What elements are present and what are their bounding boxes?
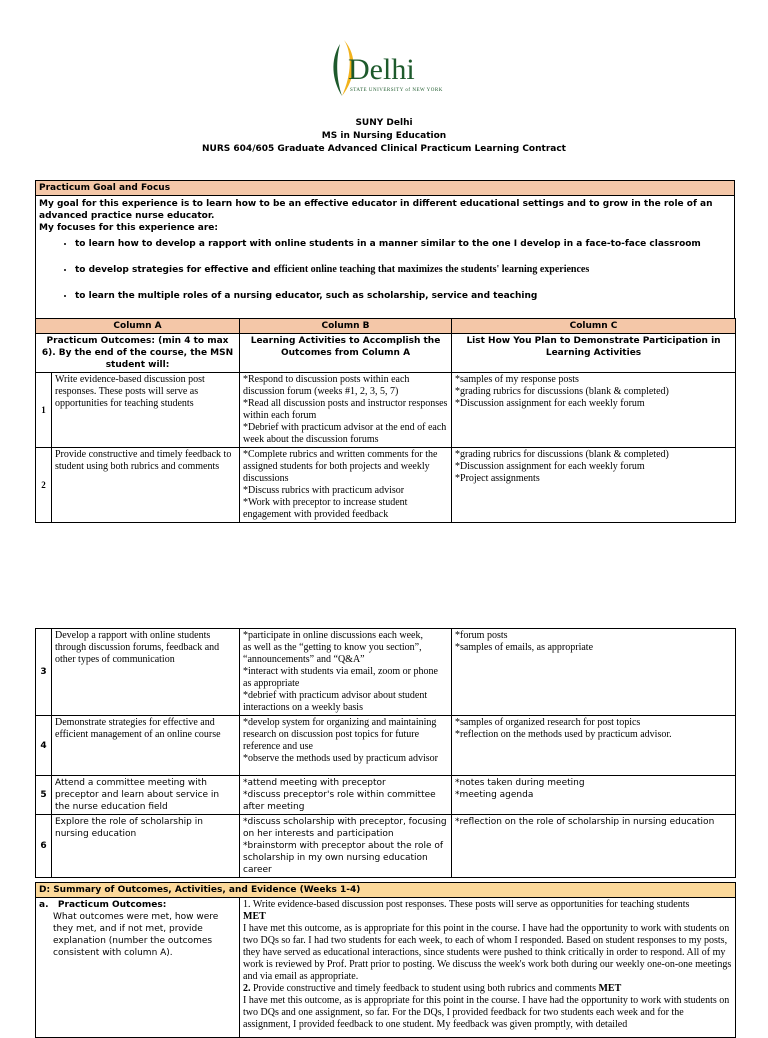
focus-item-2: • to develop strategies for effective and efficient online teaching that maximizes the students' learning experiences — [75, 264, 731, 276]
goal-body — [36, 196, 735, 324]
summary-label: a. Practicum Outcomes: What outcomes were met, how were they met, and if not met, provide explanation (number the outcomes consistent with column A). — [36, 898, 240, 1038]
column-c-desc: List How You Plan to Demonstrate Participation in Learning Activities — [452, 334, 736, 373]
table-row: 2 Provide constructive and timely feedback to student using both rubrics and comments *Complete rubrics and written comments for the assigned students for both projects and weekly discussions *Discuss rubrics with practicum advisor *Work with preceptor to increase student engagement with provided feedback *grading rubrics for discussions (blank & completed) *Discussion assignment for each weekly forum *Project assignments — [36, 448, 736, 523]
column-a-heading: Column A — [36, 319, 240, 334]
document-header — [0, 117, 768, 156]
focus-item-1: • to learn how to develop a rapport with online students in a manner similar to the one I develop in a face-to-face classroom — [75, 238, 731, 250]
table-row: 3 Develop a rapport with online students through discussion forums, feedback and other types of communication *participate in online discussions each week, as well as the “getting to know you section”, “announcements” and “Q&A” *interact with students via email, zoom or phone as appropriate *debrief with practicum advisor about student interactions on a weekly basis *forum posts *samples of emails, as appropriate — [36, 629, 736, 716]
goal-heading: Practicum Goal and Focus — [36, 181, 735, 196]
summary-table — [35, 882, 736, 1038]
table-row: 4 Demonstrate strategies for effective and efficient management of an online course *develop system for organizing and maintaining research on discussion post topics for future reference and use *observe the methods used by practicum advisor *samples of organized research for post topics *reflection on the methods used by practicum advisor. — [36, 716, 736, 776]
column-b-heading: Column B — [240, 319, 452, 334]
table-row: 1 Write evidence-based discussion post responses. These posts will serve as opportunities for teaching students *Respond to discussion posts within each discussion forum (weeks #1, 2, 3, 5, 7) *Read all discussion posts and instructor responses within each forum *Debrief with practicum advisor at the end of each week about the discussion forums *samples of my response posts *grading rubrics for discussions (blank & completed) *Discussion assignment for each weekly forum — [36, 373, 736, 448]
header-line-2: MS in Nursing Education — [321, 131, 447, 141]
goal-text: My goal for this experience is to learn how to be an effective educator in different educational settings and to grow in the role of an advanced practice nurse educator. — [39, 199, 713, 221]
focus-item-3: • to learn the multiple roles of a nursing educator, such as scholarship, service and teaching — [75, 290, 731, 302]
summary-content: 1. Write evidence-based discussion post responses. These posts will serve as opportunities for teaching students MET I have met this outcome, as is appropriate for this point in the course. I have had the opportunity to work with students on two DQs so far. I had two students for each week, to each of whom I responded. Based on student responses to my posts, they have served as educational interactions, since students were pushed to think critically in order to respond. All of my work is reviewed by Prof. Pratt prior to posting. We discuss the week's work both during our weekly one-on-one meetings and via email as appropriate. 2. Provide constructive and timely feedback to student using both rubrics and comments MET I have met this outcome, as is appropriate for this point in the course. I have had the opportunity to work with students on two DQs and one assignment, so far. For the DQs, I provided feedback for two students each week and for the assignment, I provided feedback to one student. My feedback was given promptly, with detailed — [240, 898, 736, 1038]
table-row: 5 Attend a committee meeting with preceptor and learn about service in the nurse education field *attend meeting with preceptor *discuss preceptor's role within committee after meeting *notes taken during meeting *meeting agenda — [36, 776, 736, 815]
column-c-heading: Column C — [452, 319, 736, 334]
table-row: 6 Explore the role of scholarship in nursing education *discuss scholarship with preceptor, focusing on her interests and participation *brainstorm with preceptor about the role of scholarship in my own nursing education career *reflection on the role of scholarship in nursing education — [36, 815, 736, 878]
goal-table — [35, 180, 735, 324]
learning-contract-table-2 — [35, 628, 736, 878]
focus-intro: My focuses for this experience are: — [39, 223, 218, 233]
column-b-desc: Learning Activities to Accomplish the Outcomes from Column A — [240, 334, 452, 373]
column-a-desc: Practicum Outcomes: (min 4 to max 6). By the end of the course, the MSN student will: — [36, 334, 240, 373]
logo-subtitle: STATE UNIVERSITY of NEW YORK — [350, 88, 443, 93]
header-line-3: NURS 604/605 Graduate Advanced Clinical Practicum Learning Contract — [202, 144, 566, 154]
summary-heading: D: Summary of Outcomes, Activities, and Evidence (Weeks 1-4) — [36, 883, 736, 898]
logo-name: Delhi — [348, 53, 415, 86]
learning-contract-table-1 — [35, 318, 736, 523]
focus-list — [39, 238, 731, 302]
header-line-1: SUNY Delhi — [355, 118, 413, 128]
